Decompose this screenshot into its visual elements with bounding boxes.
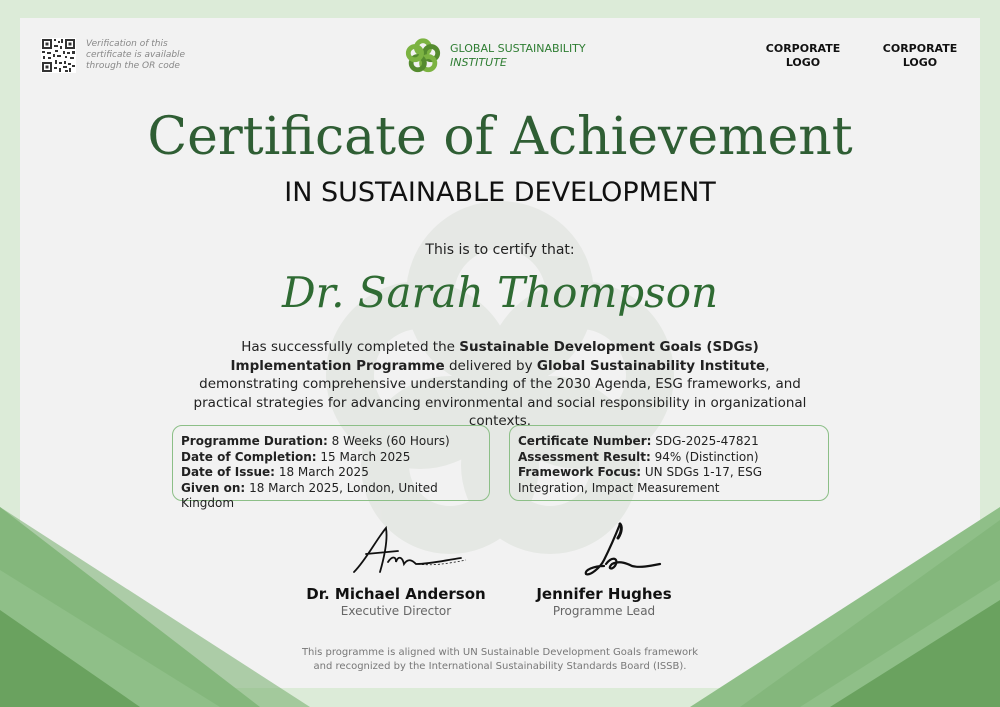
footer-line1: This programme is aligned with UN Sustainable Development Goals framework <box>301 647 699 658</box>
detail-row <box>181 465 481 481</box>
detail-label: Certificate Number: <box>518 434 652 448</box>
signatory-role: Programme Lead <box>552 604 656 618</box>
detail-label: Date of Completion: <box>181 449 317 464</box>
corporate-logo-1-line2: LOGO <box>785 56 821 69</box>
certificate-details-box <box>509 425 829 501</box>
detail-label: Framework Focus: <box>518 465 642 479</box>
detail-label: Programme Duration: <box>181 434 328 448</box>
signatory-role: Executive Director <box>340 604 452 618</box>
detail-label: Assessment Result: <box>518 449 651 464</box>
detail-row <box>181 481 481 512</box>
signature-anderson-icon <box>336 520 516 580</box>
body-text-3: , demonstrating comprehensive understanding of the 2030 Agenda, ESG frameworks, and practical strategies for advancing environmental and social responsibility in organizational contexts. <box>193 357 807 429</box>
detail-row <box>181 450 481 466</box>
detail-row <box>181 434 481 450</box>
signatory-name: Dr. Michael Anderson <box>306 585 486 603</box>
detail-label: Date of Issue: <box>181 465 275 479</box>
corporate-logo-2 <box>875 42 965 70</box>
certificate-body-text <box>190 338 810 431</box>
institute-name-inline: Global Sustainability Institute <box>536 357 766 374</box>
body-text-1: Has successfully completed the <box>241 339 460 355</box>
institute-name-line1: GLOBAL SUSTAINABILITY <box>450 42 586 55</box>
signatory-name: Jennifer Hughes <box>536 585 672 603</box>
detail-value: 18 March 2025, London, United Kingdom <box>181 480 438 510</box>
qr-code-icon[interactable] <box>41 38 76 73</box>
detail-value: SDG-2025-47821 <box>655 434 759 448</box>
corporate-logo-2-line2: LOGO <box>902 56 938 69</box>
detail-label: Given on: <box>181 480 246 495</box>
alignment-footer <box>250 646 750 674</box>
recipient-name: Dr. Sarah Thompson <box>281 268 719 317</box>
detail-value: 15 March 2025 <box>320 449 411 464</box>
detail-value: 94% (Distinction) <box>654 449 759 464</box>
certificate-title: Certificate of Achievement <box>147 107 853 167</box>
qr-verification-note: Verification of this certificate is available through the OR code <box>86 39 186 71</box>
detail-value: 8 Weeks (60 Hours) <box>331 434 450 448</box>
corporate-logo-1-line1: CORPORATE <box>765 42 841 55</box>
body-text-2: delivered by <box>444 357 537 374</box>
certificate-subtitle: IN SUSTAINABLE DEVELOPMENT <box>284 177 716 208</box>
detail-value: 18 March 2025 <box>278 465 369 479</box>
detail-row <box>518 465 820 496</box>
corporate-logo-2-line1: CORPORATE <box>882 42 958 55</box>
institute-name <box>450 42 586 70</box>
programme-name: Sustainable Development Goals (SDGs) Implementation Programme <box>230 339 759 374</box>
detail-value: UN SDGs 1-17, ESG Integration, Impact Measurement <box>518 465 763 495</box>
detail-row <box>518 450 820 466</box>
signature-hughes-icon <box>560 520 740 580</box>
detail-row <box>518 434 820 450</box>
certify-intro: This is to certify that: <box>425 242 575 258</box>
programme-details-box <box>172 425 490 510</box>
institute-logo-icon <box>404 37 442 75</box>
institute-name-line2: INSTITUTE <box>450 56 507 69</box>
corporate-logo-1 <box>758 42 848 70</box>
footer-line2: and recognized by the International Sustainability Standards Board (ISSB). <box>313 661 687 672</box>
